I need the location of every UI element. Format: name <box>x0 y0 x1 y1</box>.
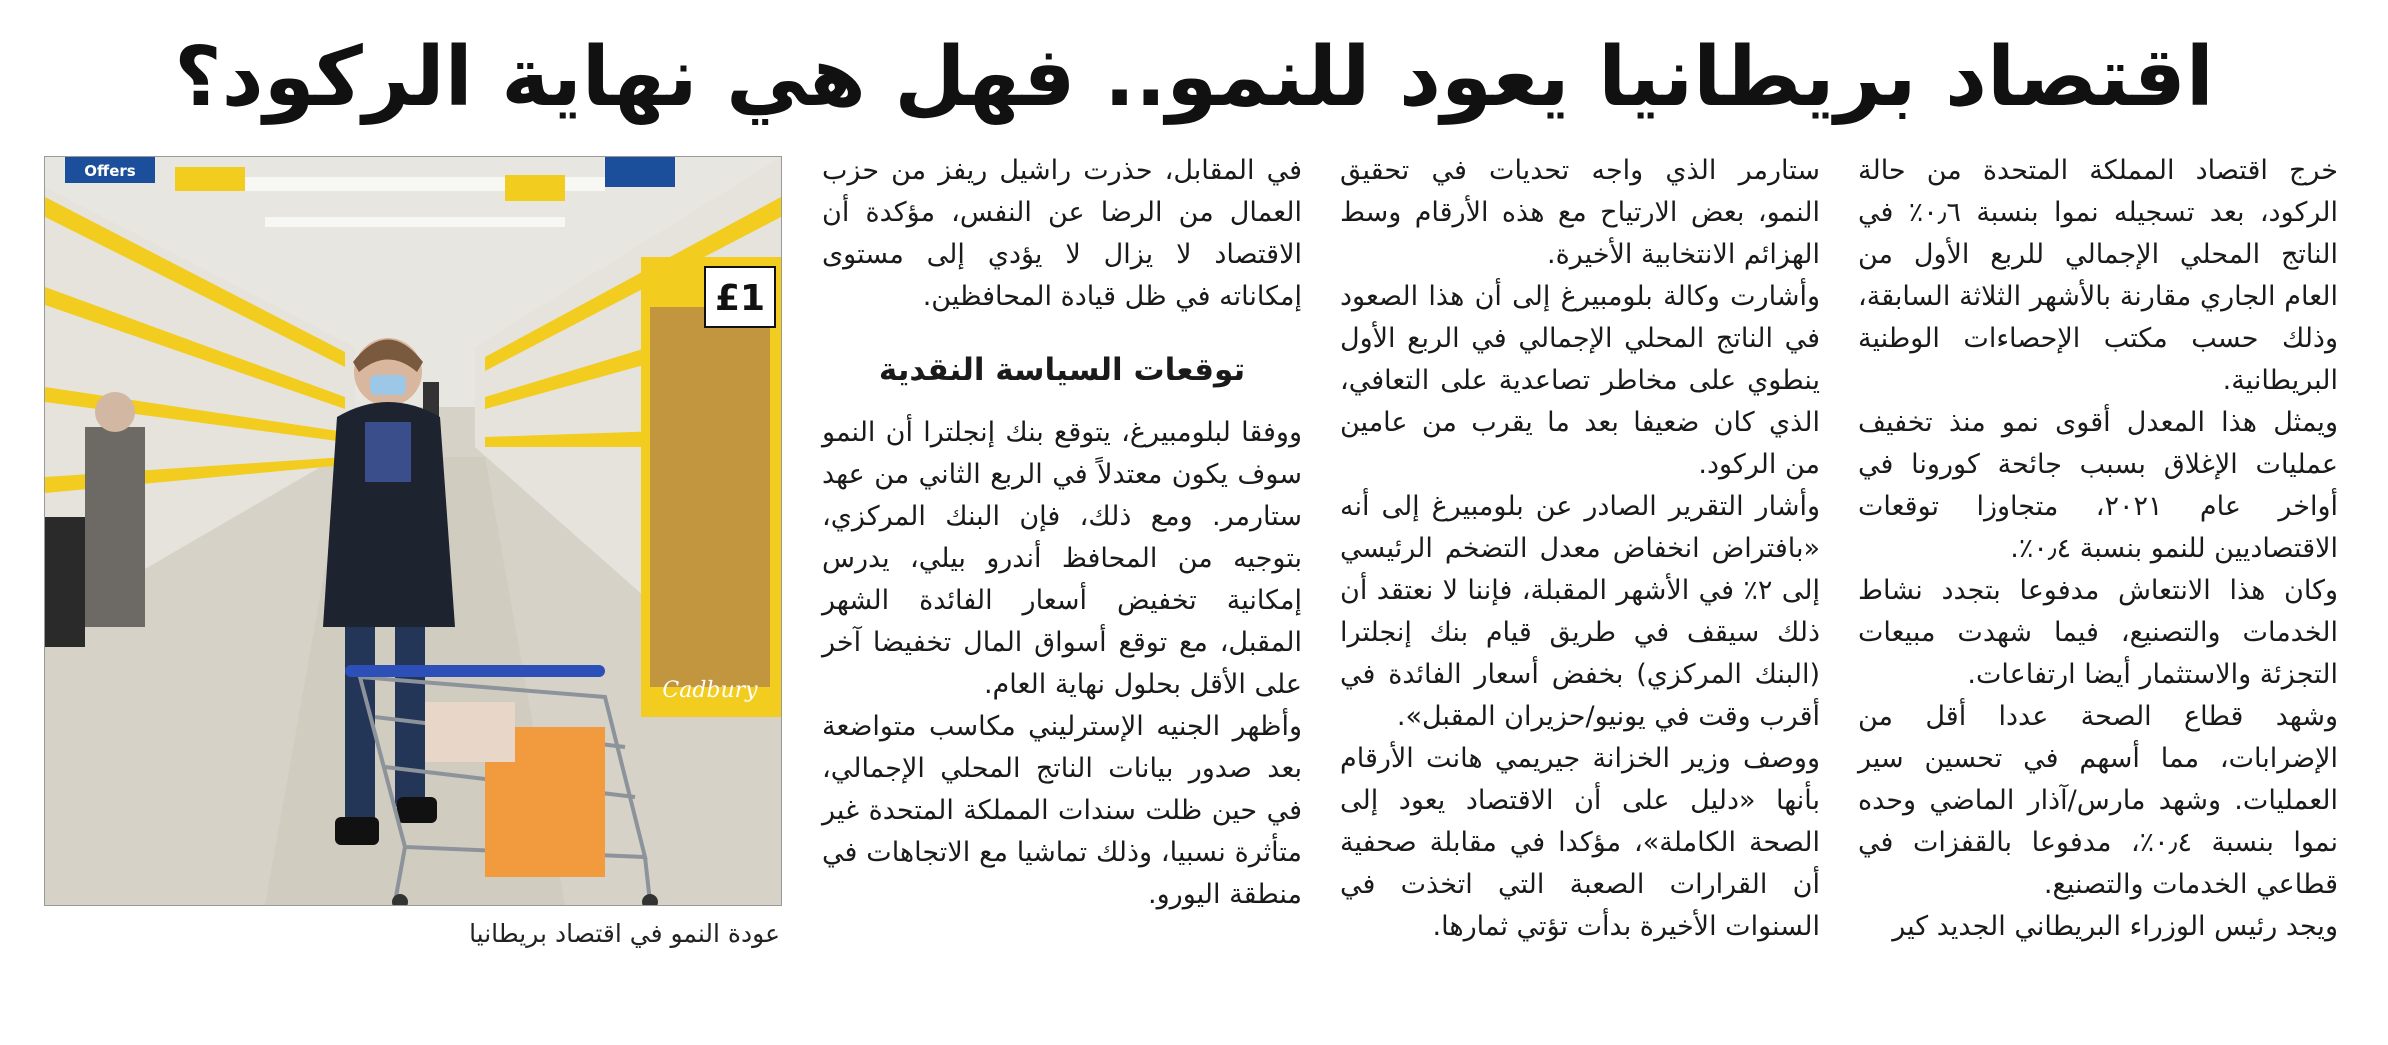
paragraph: في المقابل، حذرت راشيل ريفز من حزب العمال من الرضا عن النفس، مؤكدة أن الاقتصاد لا يزال لا يؤدي إلى مستوى إمكاناته في ظل قيادة المحافظين. <box>822 155 1302 312</box>
article-column-3 <box>822 150 1302 916</box>
article-column-1 <box>1858 150 2338 948</box>
section-subheading: توقعات السياسة النقدية <box>878 352 1246 388</box>
brand-label-text: Cadbury <box>662 678 758 703</box>
headline: اقتصاد بريطانيا يعود للنمو.. فهل هي نهاية الركود؟ <box>174 30 2214 125</box>
paragraph: ويمثل هذا المعدل أقوى نمو منذ تخفيف عمليات الإغلاق بسبب جائحة كورونا في أواخر عام ٢٠٢١، متجاوزا توقعات الاقتصاديين للنمو بنسبة ٠٫٤٪. <box>1858 407 2338 564</box>
paragraph: خرج اقتصاد المملكة المتحدة من حالة الركود، بعد تسجيله نموا بنسبة ٠٫٦٪ في الناتج المحلي الإجمالي للربع الأول من العام الجاري مقارنة بالأشهر الثلاثة السابقة، وذلك حسب مكتب الإحصاءات الوطنية البريطانية. <box>1858 155 2339 396</box>
paragraph: وكان هذا الانتعاش مدفوعا بتجدد نشاط الخدمات والتصنيع، فيما شهدت مبيعات التجزئة والاستثمار أيضا ارتفاعات. <box>1858 575 2338 690</box>
article-column-2 <box>1340 150 1820 948</box>
paragraph: ويجد رئيس الوزراء البريطاني الجديد كير <box>1892 911 2338 942</box>
paragraph: وأشارت وكالة بلومبيرغ إلى أن هذا الصعود في الناتج المحلي الإجمالي في الربع الأول ينطوي على مخاطر تصاعدية على التعافي، الذي كان ضعيفا بعد ما يقرب من عامين من الركود. <box>1340 281 1820 480</box>
paragraph: ووصف وزير الخزانة جيريمي هانت الأرقام بأنها «دليل على أن الاقتصاد يعود إلى الصحة الكاملة»، مؤكدا في مقابلة صحفية أن القرارات الصعبة التي اتخذت في السنوات الأخيرة بدأت تؤتي ثمارها. <box>1340 743 1820 942</box>
photo-caption: عودة النمو في اقتصاد بريطانيا <box>469 919 780 948</box>
paragraph: وأظهر الجنيه الإسترليني مكاسب متواضعة بعد صدور بيانات الناتج المحلي الإجمالي، في حين ظلت سندات المملكة المتحدة غير متأثرة نسبيا، وذلك تماشيا مع الاتجاهات في منطقة اليورو. <box>822 711 1302 910</box>
paragraph: ستارمر الذي واجه تحديات في تحقيق النمو، بعض الارتياح مع هذه الأرقام وسط الهزائم الانتخابية الأخيرة. <box>1340 155 1820 270</box>
paragraph: ووفقا لبلومبيرغ، يتوقع بنك إنجلترا أن النمو سوف يكون معتدلاً في الربع الثاني من عهد ستارمر. ومع ذلك، فإن البنك المركزي، بتوجيه من المحافظ أندرو بيلي، يدرس إمكانية تخفيض أسعار الفائدة الشهر المقبل، مع توقع أسواق المال تخفيضا آخر على الأقل بحلول نهاية العام. <box>822 417 1302 700</box>
paragraph: وأشار التقرير الصادر عن بلومبيرغ إلى أنه «بافتراض انخفاض معدل التضخم الرئيسي إلى ٢٪ في الأشهر المقبلة، فإننا لا نعتقد أن ذلك سيقف في طريق قيام بنك إنجلترا (البنك المركزي) بخفض أسعار الفائدة في أقرب وقت في يونيو/حزيران المقبل». <box>1340 491 1820 732</box>
price-tag-text: £1 <box>714 278 766 319</box>
paragraph: وشهد قطاع الصحة عددا أقل من الإضرابات، مما أسهم في تحسين سير العمليات. وشهد مارس/آذار الماضي وحده نموا بنسبة ٠٫٤٪، مدفوعا بالقفزات في قطاعي الخدمات والتصنيع. <box>1858 701 2338 900</box>
supermarket-photo <box>44 156 782 906</box>
aisle-sign-text: Offers <box>84 162 136 180</box>
